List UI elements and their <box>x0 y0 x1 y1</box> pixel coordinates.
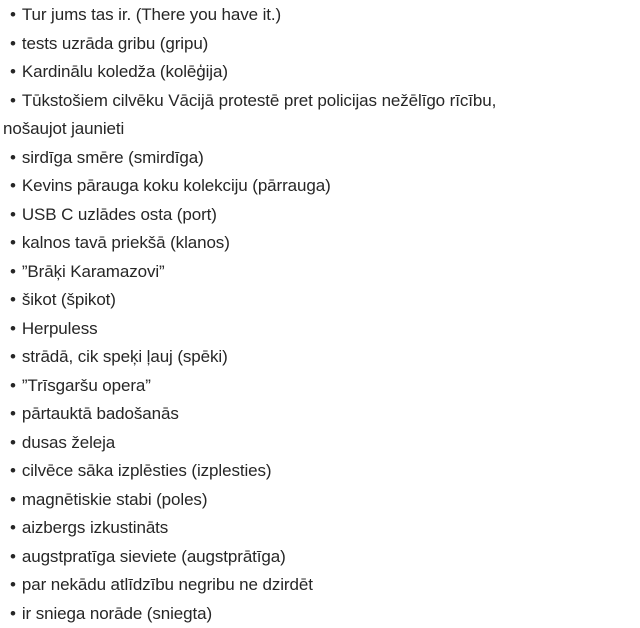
list-item-text: tests uzrāda gribu (gripu) <box>21 33 209 53</box>
list-item-text: aizbergs izkustināts <box>21 518 169 537</box>
list-item-text: dusas želeja <box>21 432 116 452</box>
list-item-text: kalnos tavā priekšā (klanos) <box>21 233 230 252</box>
list-item-text: ”Trīsgaršu opera” <box>21 375 151 395</box>
list-item-text: USB C uzlādes osta (port) <box>21 204 217 224</box>
bullet-icon: • <box>10 204 16 224</box>
list-item <box>3 543 634 572</box>
list-item-text: šikot (špikot) <box>21 290 116 309</box>
bullet-icon: • <box>10 62 16 81</box>
list-item <box>3 457 634 486</box>
bullet-icon: • <box>10 575 16 594</box>
list-item <box>3 400 634 429</box>
list-item-text: nošaujot jaunieti <box>3 119 125 138</box>
list-item-text: pārtauktā badošanās <box>21 404 179 423</box>
bullet-icon: • <box>10 318 16 338</box>
list-item <box>3 486 634 515</box>
list-item <box>3 87 634 144</box>
bullet-icon: • <box>10 176 16 195</box>
list-item-text: sirdīga smēre (smirdīga) <box>21 147 204 167</box>
bullet-icon: • <box>10 261 16 281</box>
list-item <box>3 286 634 315</box>
bullet-icon: • <box>10 489 16 509</box>
list-item <box>3 144 634 173</box>
list-item-text: ”Brāķi Karamazovi” <box>21 261 165 281</box>
list-item-text: Kardinālu koledža (kolēģija) <box>21 62 228 81</box>
bullet-icon: • <box>10 5 16 24</box>
bullet-icon: • <box>10 461 16 480</box>
bullet-icon: • <box>10 432 16 452</box>
list-item-text: par nekādu atlīdzību negribu ne dzirdēt <box>21 575 313 594</box>
list-item <box>3 201 634 230</box>
list-item-text: Kevins pārauga koku kolekciju (pārrauga) <box>21 176 331 195</box>
list-item-text: ir sniega norāde (sniegta) <box>21 603 213 623</box>
list-item <box>3 30 634 59</box>
list-item <box>3 172 634 201</box>
bullet-icon: • <box>10 347 16 366</box>
list-item-text: Tur jums tas ir. (There you have it.) <box>21 5 282 24</box>
list-item <box>3 514 634 543</box>
list-item <box>3 372 634 401</box>
bullet-icon: • <box>10 375 16 395</box>
list-item <box>3 571 634 600</box>
bullet-icon: • <box>10 33 16 53</box>
list-item-text: magnētiskie stabi (poles) <box>21 489 208 509</box>
list-item <box>3 429 634 458</box>
list-item-text: cilvēce sāka izplēsties (izplesties) <box>21 461 272 480</box>
list-item-text: Herpuless <box>21 318 98 338</box>
list-item-text: augstpratīga sieviete (augstprātīga) <box>21 546 286 566</box>
bullet-icon: • <box>10 90 16 110</box>
list-item <box>3 258 634 287</box>
bullet-icon: • <box>10 546 16 566</box>
bullet-icon: • <box>10 147 16 167</box>
list-item-text: strādā, cik speķi ļauj (spēki) <box>21 347 228 366</box>
list-item <box>3 315 634 344</box>
bullet-icon: • <box>10 404 16 423</box>
bullet-icon: • <box>10 603 16 623</box>
list-item <box>3 600 634 628</box>
bullet-icon: • <box>10 518 16 537</box>
list-item-text: Tūkstošiem cilvēku Vācijā protestē pret policijas nežēlīgo rīcību, <box>21 90 497 110</box>
list-item <box>3 1 634 30</box>
bullet-icon: • <box>10 233 16 252</box>
list-item <box>3 343 634 372</box>
bullet-icon: • <box>10 290 16 309</box>
list-item <box>3 58 634 87</box>
list-item <box>3 229 634 258</box>
